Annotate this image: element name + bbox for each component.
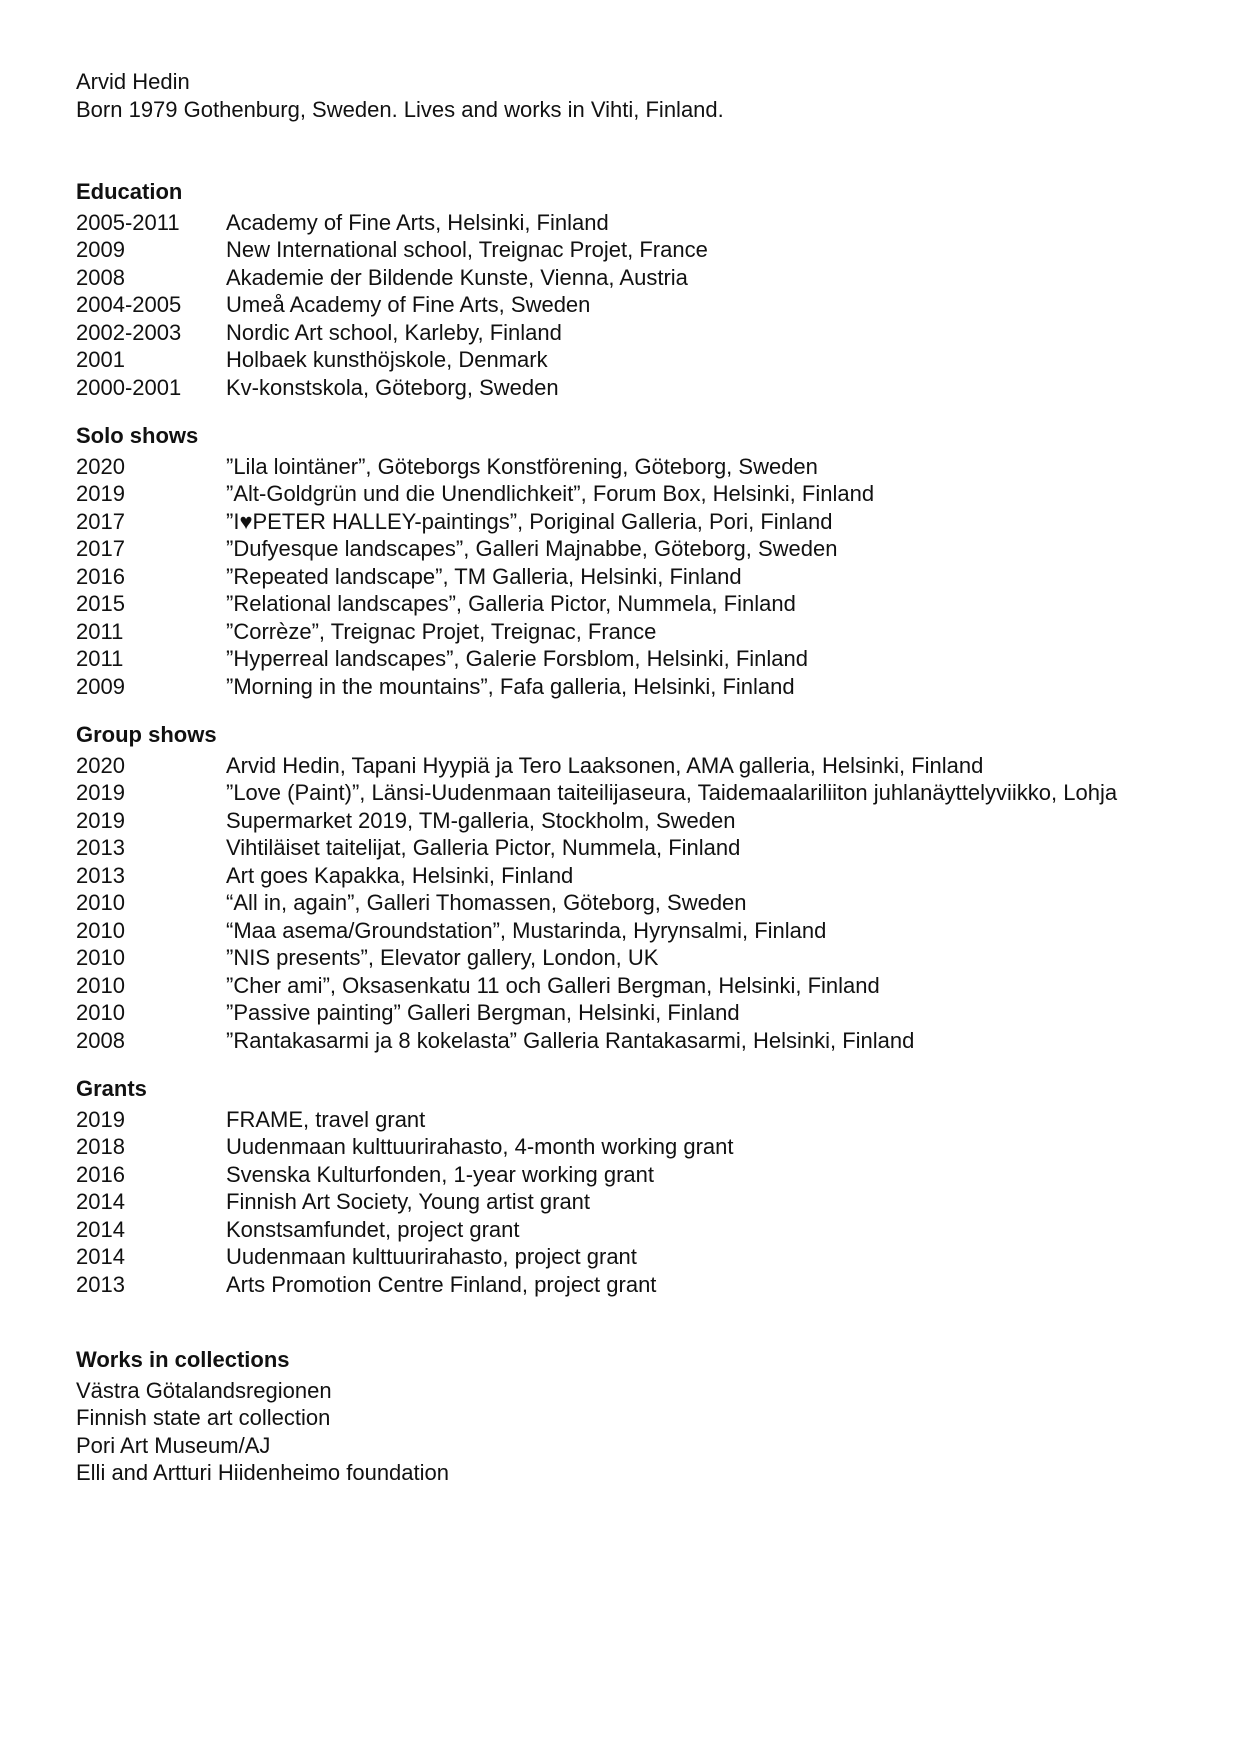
entry-text: Art goes Kapakka, Helsinki, Finland	[226, 862, 574, 888]
grants-heading: Grants	[76, 1076, 147, 1101]
entry-row	[76, 889, 1196, 917]
entry-row	[76, 917, 1196, 945]
entry-year: 2014	[76, 1216, 125, 1242]
education-section	[76, 178, 1196, 401]
collections-heading: Works in collections	[76, 1347, 290, 1372]
entry-text: ”I♥PETER HALLEY-paintings”, Poriginal Galleria, Pori, Finland	[226, 508, 833, 534]
entry-year: 2017	[76, 508, 125, 534]
entry-row	[76, 1188, 1196, 1216]
entry-year: 2017	[76, 536, 125, 561]
entry-text: ”NIS presents”, Elevator gallery, London, UK	[226, 945, 659, 970]
solo-shows-heading: Solo shows	[76, 423, 199, 448]
entry-text: ”Rantakasarmi ja 8 kokelasta” Galleria Rantakasarmi, Helsinki, Finland	[226, 1027, 915, 1053]
cv-header	[76, 68, 1196, 123]
entry-text: Arts Promotion Centre Finland, project grant	[226, 1271, 657, 1297]
entry-year: 2020	[76, 453, 125, 479]
entry-year: 2013	[76, 1271, 125, 1297]
entry-row	[76, 535, 1196, 563]
entry-year: 2011	[76, 618, 124, 644]
entry-row	[76, 590, 1196, 618]
entry-year: 2008	[76, 264, 125, 290]
entry-row	[76, 862, 1196, 890]
entry-text: Uudenmaan kulttuurirahasto, project grant	[226, 1244, 637, 1269]
entry-row	[76, 1243, 1196, 1271]
entry-text: Akademie der Bildende Kunste, Vienna, Austria	[226, 264, 688, 290]
entry-text: Konstsamfundet, project grant	[226, 1216, 520, 1242]
entry-year: 2002-2003	[76, 319, 182, 345]
collections-list	[76, 1377, 1196, 1487]
entry-row	[76, 972, 1196, 1000]
entry-row	[76, 209, 1196, 237]
entry-row	[76, 779, 1196, 807]
entry-text: Umeå Academy of Fine Arts, Sweden	[226, 292, 591, 317]
entry-text: ”Cher ami”, Oksasenkatu 11 och Galleri Bergman, Helsinki, Finland	[226, 972, 880, 998]
group-shows-list	[76, 752, 1196, 1055]
group-shows-heading: Group shows	[76, 722, 217, 747]
entry-row	[76, 1133, 1196, 1161]
entry-text: ”Passive painting” Galleri Bergman, Helsinki, Finland	[226, 1000, 740, 1025]
entry-text: ”Love (Paint)”, Länsi-Uudenmaan taiteilijaseura, Taidemaalariliiton juhlanäyttelyviikko, Lohja	[226, 780, 1118, 805]
entry-year: 2016	[76, 1161, 125, 1187]
grants-section	[76, 1075, 1196, 1298]
entry-year: 2010	[76, 1000, 125, 1025]
entry-text: Arvid Hedin, Tapani Hyypiä ja Tero Laaksonen, AMA galleria, Helsinki, Finland	[226, 752, 984, 778]
solo-shows-section	[76, 422, 1196, 700]
entry-text: ”Lila lointäner”, Göteborgs Konstförening, Göteborg, Sweden	[226, 453, 818, 479]
entry-row	[76, 1271, 1196, 1299]
entry-text: Svenska Kulturfonden, 1-year working grant	[226, 1161, 655, 1187]
entry-year: 2011	[76, 646, 124, 671]
grants-list	[76, 1106, 1196, 1299]
entry-text: Kv-konstskola, Göteborg, Sweden	[226, 374, 559, 400]
entry-year: 2015	[76, 591, 125, 616]
entry-text: “Maa asema/Groundstation”, Mustarinda, Hyrynsalmi, Finland	[226, 917, 827, 943]
entry-text: “All in, again”, Galleri Thomassen, Göteborg, Sweden	[226, 890, 747, 915]
entry-row	[76, 264, 1196, 292]
entry-row	[76, 1106, 1196, 1134]
entry-text: Holbaek kunsthöjskole, Denmark	[226, 347, 548, 372]
entry-year: 2014	[76, 1244, 125, 1269]
entry-row	[76, 673, 1196, 701]
entry-year: 2013	[76, 862, 125, 888]
entry-row	[76, 999, 1196, 1027]
education-heading: Education	[76, 179, 183, 204]
entry-year: 2004-2005	[76, 292, 182, 317]
entry-text: ”Dufyesque landscapes”, Galleri Majnabbe, Göteborg, Sweden	[226, 536, 838, 561]
entry-text: ”Relational landscapes”, Galleria Pictor, Nummela, Finland	[226, 591, 796, 616]
entry-row	[76, 618, 1196, 646]
entry-year: 2009	[76, 237, 125, 262]
collection-item: Elli and Artturi Hiidenheimo foundation	[76, 1460, 450, 1485]
entry-text: New International school, Treignac Projet, France	[226, 237, 708, 262]
entry-row	[76, 944, 1196, 972]
entry-text: Academy of Fine Arts, Helsinki, Finland	[226, 209, 609, 235]
cv-document	[76, 68, 1196, 1487]
entry-year: 2016	[76, 563, 125, 589]
artist-name: Arvid Hedin	[76, 69, 190, 94]
entry-row	[76, 563, 1196, 591]
solo-shows-list	[76, 453, 1196, 701]
entry-text: Nordic Art school, Karleby, Finland	[226, 319, 562, 345]
entry-row	[76, 834, 1196, 862]
collections-section	[76, 1346, 1196, 1487]
entry-row	[76, 291, 1196, 319]
entry-row	[76, 480, 1196, 508]
entry-row	[76, 807, 1196, 835]
entry-text: FRAME, travel grant	[226, 1106, 426, 1132]
entry-year: 2010	[76, 890, 125, 915]
entry-row	[76, 374, 1196, 402]
entry-row	[76, 752, 1196, 780]
entry-text: Supermarket 2019, TM-galleria, Stockholm, Sweden	[226, 807, 736, 833]
entry-year: 2009	[76, 673, 125, 699]
entry-row	[76, 1216, 1196, 1244]
education-list	[76, 209, 1196, 402]
entry-year: 2019	[76, 481, 125, 506]
entry-year: 2018	[76, 1134, 125, 1159]
entry-row	[76, 645, 1196, 673]
entry-year: 2010	[76, 945, 125, 970]
entry-year: 2020	[76, 752, 125, 778]
entry-year: 2000-2001	[76, 374, 182, 400]
entry-year: 2008	[76, 1027, 125, 1053]
entry-year: 2019	[76, 1106, 125, 1132]
entry-text: ”Morning in the mountains”, Fafa galleria, Helsinki, Finland	[226, 673, 795, 699]
entry-year: 2005-2011	[76, 209, 180, 235]
entry-year: 2019	[76, 780, 125, 805]
entry-year: 2014	[76, 1189, 125, 1214]
collection-item: Finnish state art collection	[76, 1405, 331, 1430]
group-shows-section	[76, 721, 1196, 1054]
entry-year: 2013	[76, 835, 125, 860]
entry-row	[76, 1161, 1196, 1189]
entry-year: 2010	[76, 972, 125, 998]
entry-row	[76, 508, 1196, 536]
collection-item: Västra Götalandsregionen	[76, 1377, 332, 1403]
entry-year: 2019	[76, 807, 125, 833]
entry-text: ”Hyperreal landscapes”, Galerie Forsblom, Helsinki, Finland	[226, 646, 809, 671]
entry-year: 2010	[76, 917, 125, 943]
entry-row	[76, 319, 1196, 347]
collection-item: Pori Art Museum/AJ	[76, 1432, 271, 1458]
entry-text: Finnish Art Society, Young artist grant	[226, 1189, 591, 1214]
entry-text: Vihtiläiset taitelijat, Galleria Pictor, Nummela, Finland	[226, 835, 741, 860]
entry-text: ”Corrèze”, Treignac Projet, Treignac, France	[226, 618, 657, 644]
entry-text: Uudenmaan kulttuurirahasto, 4-month working grant	[226, 1134, 734, 1159]
entry-row	[76, 453, 1196, 481]
entry-year: 2001	[76, 347, 125, 372]
entry-row	[76, 346, 1196, 374]
entry-row	[76, 1027, 1196, 1055]
entry-row	[76, 236, 1196, 264]
artist-bio: Born 1979 Gothenburg, Sweden. Lives and works in Vihti, Finland.	[76, 96, 724, 122]
entry-text: ”Alt-Goldgrün und die Unendlichkeit”, Forum Box, Helsinki, Finland	[226, 481, 875, 506]
entry-text: ”Repeated landscape”, TM Galleria, Helsinki, Finland	[226, 563, 742, 589]
